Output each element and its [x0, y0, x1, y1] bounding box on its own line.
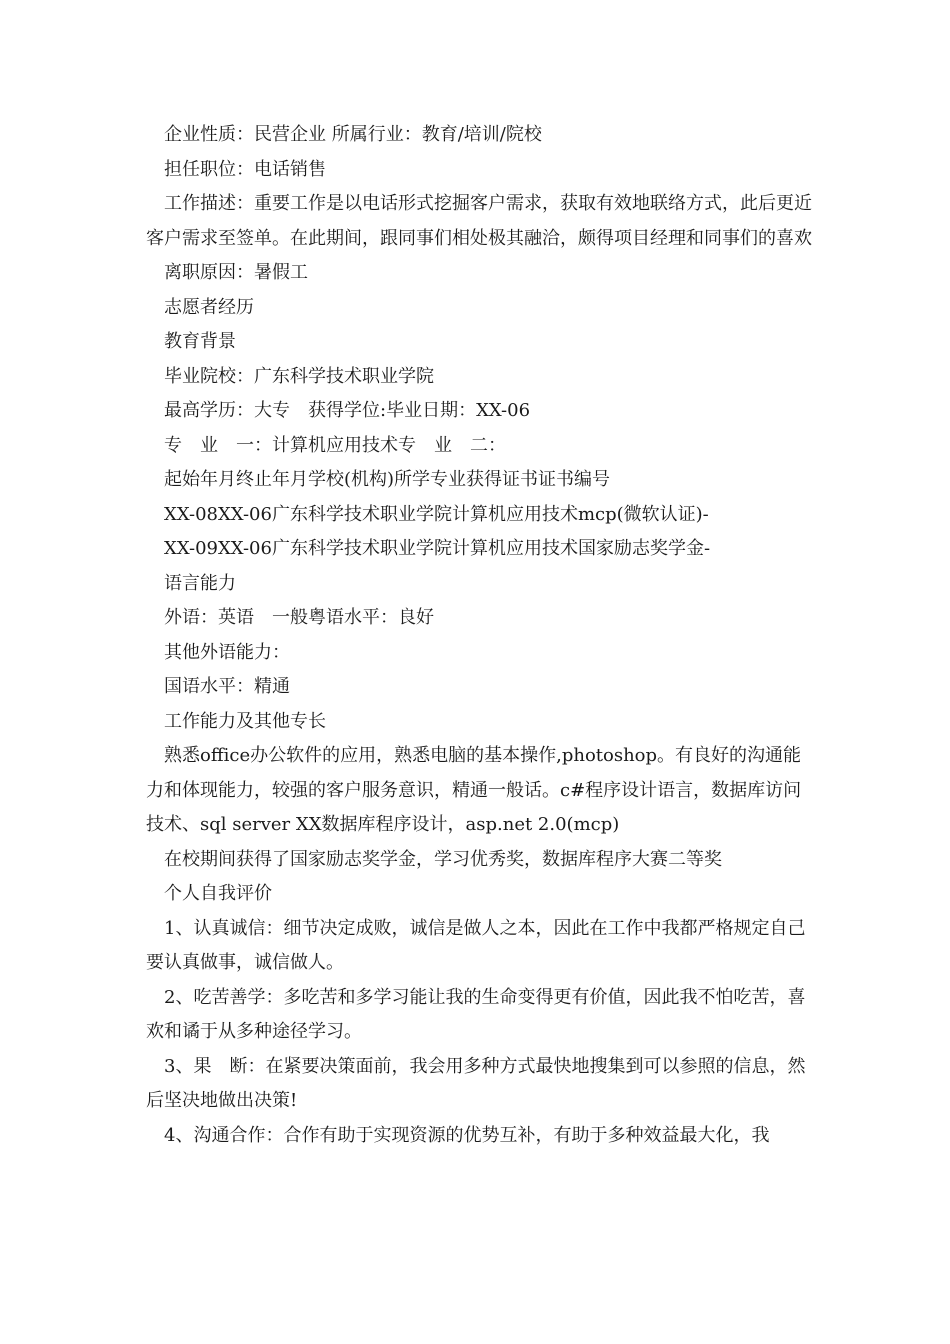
leaving-reason-line: 离职原因：暑假工: [164, 262, 308, 283]
foreign-language-line: 外语：英语 一般粤语水平：良好: [164, 607, 434, 628]
awards-line: 在校期间获得了国家励志奖学金，学习优秀奖，数据库程序大赛二等奖: [164, 848, 722, 870]
certificate-row-2: XX-09XX-06广东科学技术职业学院计算机应用技术国家励志奖学金-: [164, 538, 711, 559]
self-evaluation-item-1: 1、认真诚信：细节决定成败，诚信是做人之本，因此在工作中我都严格规定自己要认真做事，诚信做人。: [146, 917, 806, 973]
mandarin-line: 国语水平：精通: [164, 676, 290, 697]
school-line: 毕业院校：广东科学技术职业学院: [164, 365, 434, 387]
degree-line: 最高学历：大专 获得学位:毕业日期：XX-06: [164, 400, 531, 421]
document-body: [146, 118, 814, 1153]
education-heading: 教育背景: [164, 331, 236, 352]
certificate-header-line: 起始年月终止年月学校(机构)所学专业获得证书证书编号: [164, 469, 611, 490]
certificate-row-1: XX-08XX-06广东科学技术职业学院计算机应用技术mcp(微软认证)-: [164, 503, 709, 525]
skills-paragraph: 熟悉office办公软件的应用，熟悉电脑的基本操作,photoshop。有良好的沟通能力和体现能力，较强的客户服务意识，精通一般话。c#程序设计语言，数据库访问技术、sql server XX数据库程序设计，asp.net 2.0(mcp): [146, 745, 802, 835]
job-description-paragraph: 工作描述：重要工作是以电话形式挖掘客户需求，获取有效地联络方式，此后更近客户需求至签单。在此期间，跟同事们相处极其融洽，颇得项目经理和同事们的喜欢: [146, 193, 812, 249]
skills-heading: 工作能力及其他专长: [164, 710, 326, 732]
other-language-line: 其他外语能力：: [164, 641, 290, 663]
major-line: 专 业 一：计算机应用技术专 业 二：: [164, 434, 506, 456]
language-heading: 语言能力: [164, 572, 236, 594]
company-info-line: 企业性质：民营企业 所属行业：教育/培训/院校: [164, 124, 542, 145]
self-evaluation-item-4: 4、沟通合作：合作有助于实现资源的优势互补，有助于多种效益最大化，我: [164, 1124, 770, 1146]
position-line: 担任职位：电话销售: [164, 158, 326, 180]
volunteer-heading: 志愿者经历: [164, 296, 254, 318]
self-evaluation-item-3: 3、果 断：在紧要决策面前，我会用多种方式最快地搜集到可以参照的信息，然后坚决地做出决策!: [146, 1055, 806, 1111]
self-evaluation-heading: 个人自我评价: [164, 883, 272, 904]
self-evaluation-item-2: 2、吃苦善学：多吃苦和多学习能让我的生命变得更有价值，因此我不怕吃苦，喜欢和谲于从多种途径学习。: [146, 986, 806, 1042]
